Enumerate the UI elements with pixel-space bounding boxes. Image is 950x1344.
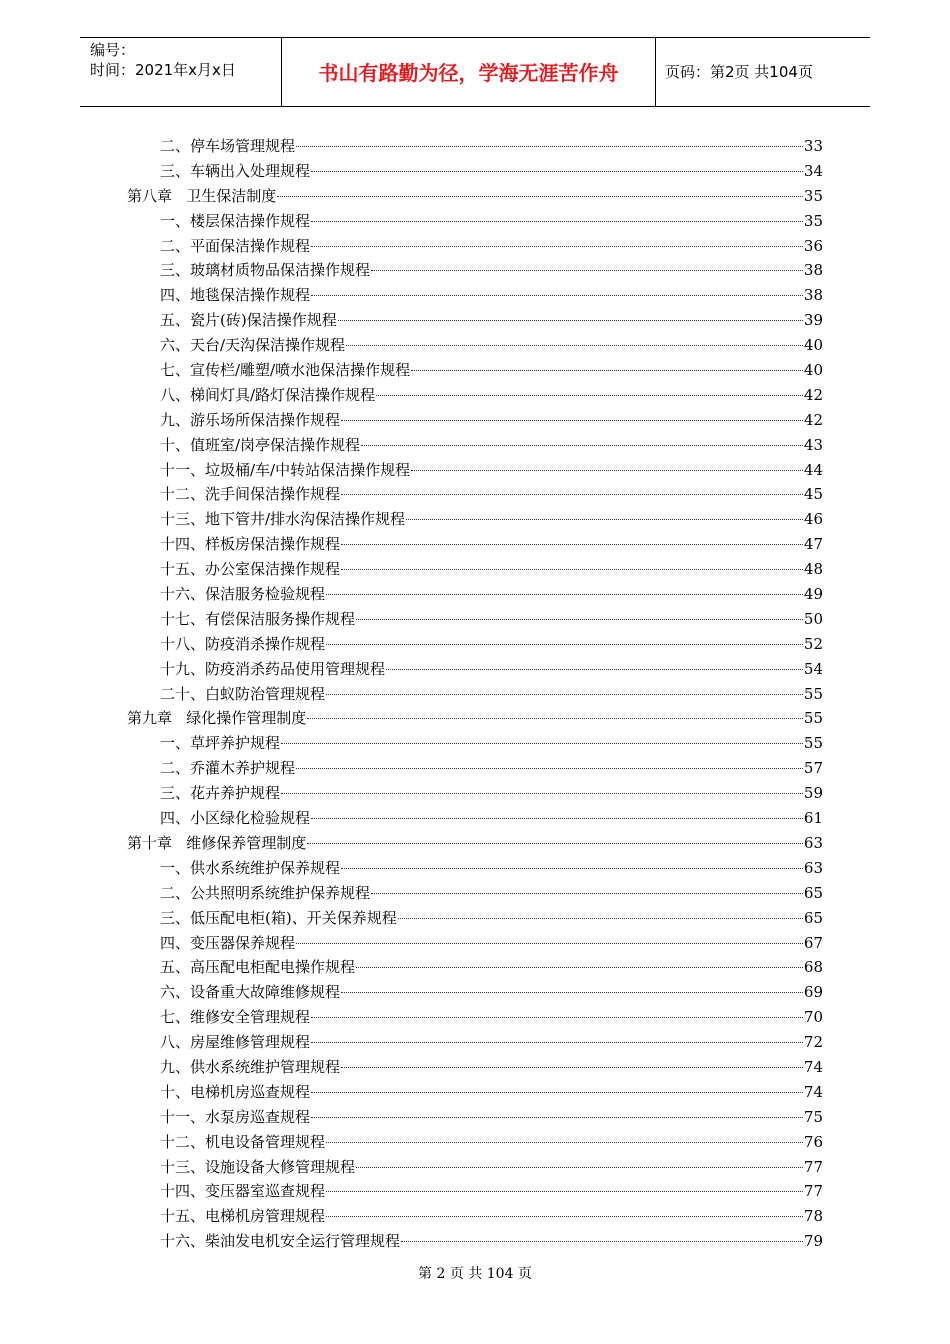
toc-entry-page-number: 38 xyxy=(803,261,823,280)
toc-dot-leader xyxy=(356,967,803,968)
toc-dot-leader xyxy=(311,221,803,222)
toc-section-row[interactable] xyxy=(127,1130,823,1155)
toc-section-row[interactable] xyxy=(127,980,823,1005)
toc-entry-page-number: 76 xyxy=(803,1132,823,1151)
toc-entry-title: 一、楼层保洁操作规程 xyxy=(160,211,311,230)
toc-entry-title: 二、公共照明系统维护保养规程 xyxy=(160,883,371,902)
toc-dot-leader xyxy=(307,843,803,844)
toc-dot-leader xyxy=(307,718,803,719)
header-motto-cell xyxy=(281,38,656,106)
toc-entry-title: 十三、地下管井/排水沟保洁操作规程 xyxy=(160,510,406,529)
toc-entry-title: 八、梯间灯具/路灯保洁操作规程 xyxy=(160,385,376,404)
toc-dot-leader xyxy=(311,818,803,819)
toc-entry-page-number: 63 xyxy=(803,833,823,852)
toc-section-row[interactable] xyxy=(127,781,823,806)
toc-section-row[interactable] xyxy=(127,1005,823,1030)
toc-section-row[interactable] xyxy=(127,234,823,259)
toc-section-row[interactable] xyxy=(127,632,823,657)
toc-entry-page-number: 77 xyxy=(803,1157,823,1176)
toc-entry-title: 十、值班室/岗亭保洁操作规程 xyxy=(160,435,361,454)
toc-entry-page-number: 42 xyxy=(803,410,823,429)
toc-section-row[interactable] xyxy=(127,507,823,532)
toc-entry-title: 二十、白蚁防治管理规程 xyxy=(160,684,326,703)
toc-section-row[interactable] xyxy=(127,582,823,607)
toc-entry-page-number: 44 xyxy=(803,460,823,479)
toc-entry-title: 一、草坪养护规程 xyxy=(160,734,281,753)
toc-entry-title: 十一、垃圾桶/车/中转站保洁操作规程 xyxy=(160,460,411,479)
toc-dot-leader xyxy=(398,918,803,919)
toc-entry-page-number: 77 xyxy=(803,1182,823,1201)
toc-entry-page-number: 43 xyxy=(803,435,823,454)
toc-dot-leader xyxy=(311,295,803,296)
toc-section-row[interactable] xyxy=(127,1105,823,1130)
header-page-code: 页码：第2页 共104页 xyxy=(665,63,813,81)
toc-dot-leader xyxy=(326,1216,803,1217)
toc-section-row[interactable] xyxy=(127,408,823,433)
toc-dot-leader xyxy=(406,519,803,520)
toc-entry-title: 十二、洗手间保洁操作规程 xyxy=(160,485,341,504)
toc-entry-title: 十六、保洁服务检验规程 xyxy=(160,585,326,604)
toc-section-row[interactable] xyxy=(127,383,823,408)
toc-entry-title: 十七、有偿保洁服务操作规程 xyxy=(160,609,356,628)
toc-entry-title: 六、天台/天沟保洁操作规程 xyxy=(160,336,346,355)
toc-dot-leader xyxy=(411,470,803,471)
toc-entry-title: 十四、样板房保洁操作规程 xyxy=(160,535,341,554)
toc-entry-title: 二、乔灌木养护规程 xyxy=(160,759,296,778)
document-number-label: 编号： xyxy=(90,41,136,59)
table-of-contents xyxy=(127,134,823,1254)
toc-entry-page-number: 79 xyxy=(803,1232,823,1251)
toc-entry-page-number: 55 xyxy=(803,734,823,753)
document-time-label: 时间：2021年x月x日 xyxy=(90,61,236,79)
toc-entry-title: 二、平面保洁操作规程 xyxy=(160,236,311,255)
toc-entry-title: 五、瓷片(砖)保洁操作规程 xyxy=(160,311,337,330)
toc-dot-leader xyxy=(296,146,803,147)
toc-entry-title: 十五、办公室保洁操作规程 xyxy=(160,560,341,579)
toc-dot-leader xyxy=(326,594,803,595)
toc-dot-leader xyxy=(371,270,803,271)
toc-section-row[interactable] xyxy=(127,134,823,159)
page-header xyxy=(80,37,870,107)
toc-dot-leader xyxy=(326,694,803,695)
toc-entry-page-number: 47 xyxy=(803,535,823,554)
toc-entry-page-number: 50 xyxy=(803,609,823,628)
toc-entry-title: 三、玻璃材质物品保洁操作规程 xyxy=(160,261,371,280)
toc-chapter-row[interactable] xyxy=(127,184,823,209)
toc-dot-leader xyxy=(277,196,803,197)
toc-entry-page-number: 33 xyxy=(803,137,823,155)
toc-dot-leader xyxy=(386,669,803,670)
toc-entry-title: 十四、变压器室巡查规程 xyxy=(160,1182,326,1201)
toc-section-row[interactable] xyxy=(127,532,823,557)
toc-section-row[interactable] xyxy=(127,258,823,283)
toc-section-row[interactable] xyxy=(127,458,823,483)
toc-dot-leader xyxy=(326,1142,803,1143)
toc-section-row[interactable] xyxy=(127,433,823,458)
toc-entry-title: 十六、柴油发电机安全运行管理规程 xyxy=(160,1232,401,1251)
toc-entry-page-number: 55 xyxy=(803,684,823,703)
toc-section-row[interactable] xyxy=(127,881,823,906)
toc-entry-page-number: 35 xyxy=(803,211,823,230)
toc-entry-title: 四、小区绿化检验规程 xyxy=(160,809,311,828)
toc-section-row[interactable] xyxy=(127,1030,823,1055)
toc-entry-page-number: 38 xyxy=(803,286,823,305)
toc-chapter-row[interactable] xyxy=(127,831,823,856)
toc-entry-page-number: 65 xyxy=(803,883,823,902)
toc-entry-page-number: 57 xyxy=(803,759,823,778)
toc-section-row[interactable] xyxy=(127,1204,823,1229)
toc-dot-leader xyxy=(341,569,803,570)
toc-entry-title: 五、高压配电柜配电操作规程 xyxy=(160,958,356,977)
toc-entry-title: 七、宣传栏/雕塑/喷水池保洁操作规程 xyxy=(160,361,411,380)
toc-section-row[interactable] xyxy=(127,731,823,756)
toc-entry-page-number: 40 xyxy=(803,336,823,355)
toc-section-row[interactable] xyxy=(127,806,823,831)
toc-section-row[interactable] xyxy=(127,856,823,881)
toc-dot-leader xyxy=(371,893,803,894)
toc-entry-title: 三、花卉养护规程 xyxy=(160,784,281,803)
toc-section-row[interactable] xyxy=(127,159,823,184)
toc-entry-page-number: 67 xyxy=(803,933,823,952)
toc-dot-leader xyxy=(341,1067,803,1068)
toc-entry-title: 十、电梯机房巡查规程 xyxy=(160,1082,311,1101)
toc-entry-page-number: 35 xyxy=(803,186,823,205)
toc-entry-title: 十三、设施设备大修管理规程 xyxy=(160,1157,356,1176)
toc-section-row[interactable] xyxy=(127,333,823,358)
toc-section-row[interactable] xyxy=(127,931,823,956)
toc-entry-page-number: 59 xyxy=(803,784,823,803)
toc-section-row[interactable] xyxy=(127,1080,823,1105)
toc-entry-page-number: 45 xyxy=(803,485,823,504)
toc-section-row[interactable] xyxy=(127,308,823,333)
toc-entry-page-number: 75 xyxy=(803,1107,823,1126)
toc-entry-page-number: 54 xyxy=(803,659,823,678)
toc-section-row[interactable] xyxy=(127,906,823,931)
toc-entry-page-number: 40 xyxy=(803,361,823,380)
toc-dot-leader xyxy=(341,992,803,993)
toc-section-row[interactable] xyxy=(127,756,823,781)
header-motto: 书山有路勤为径，学海无涯苦作舟 xyxy=(318,61,619,85)
toc-entry-page-number: 72 xyxy=(803,1033,823,1052)
toc-dot-leader xyxy=(311,1017,803,1018)
toc-entry-title: 二、停车场管理规程 xyxy=(160,137,296,155)
toc-entry-title: 十九、防疫消杀药品使用管理规程 xyxy=(160,659,386,678)
toc-entry-title: 四、变压器保养规程 xyxy=(160,933,296,952)
toc-entry-page-number: 68 xyxy=(803,958,823,977)
toc-dot-leader xyxy=(411,370,803,371)
toc-entry-title: 三、低压配电柜(箱)、开关保养规程 xyxy=(160,908,397,927)
toc-dot-leader xyxy=(401,1241,803,1242)
toc-section-row[interactable] xyxy=(127,955,823,980)
toc-dot-leader xyxy=(341,868,803,869)
toc-section-row[interactable] xyxy=(127,682,823,707)
toc-entry-title: 第九章 绿化操作管理制度 xyxy=(127,709,307,728)
toc-section-row[interactable] xyxy=(127,283,823,308)
toc-section-row[interactable] xyxy=(127,1229,823,1254)
header-page-cell xyxy=(655,38,870,106)
toc-entry-title: 九、供水系统维护管理规程 xyxy=(160,1057,341,1076)
toc-entry-page-number: 48 xyxy=(803,560,823,579)
toc-dot-leader xyxy=(356,619,803,620)
toc-dot-leader xyxy=(341,420,803,421)
toc-entry-title: 九、游乐场所保洁操作规程 xyxy=(160,410,341,429)
toc-section-row[interactable] xyxy=(127,1155,823,1180)
toc-section-row[interactable] xyxy=(127,1179,823,1204)
toc-entry-title: 八、房屋维修管理规程 xyxy=(160,1033,311,1052)
toc-section-row[interactable] xyxy=(127,557,823,582)
toc-entry-title: 第十章 维修保养管理制度 xyxy=(127,833,307,852)
toc-entry-title: 七、维修安全管理规程 xyxy=(160,1008,311,1027)
toc-entry-page-number: 46 xyxy=(803,510,823,529)
toc-chapter-row[interactable] xyxy=(127,706,823,731)
toc-entry-title: 十五、电梯机房管理规程 xyxy=(160,1207,326,1226)
toc-entry-page-number: 61 xyxy=(803,809,823,828)
toc-entry-page-number: 52 xyxy=(803,634,823,653)
toc-entry-title: 第八章 卫生保洁制度 xyxy=(127,186,277,205)
toc-entry-page-number: 42 xyxy=(803,385,823,404)
toc-dot-leader xyxy=(361,445,803,446)
toc-entry-page-number: 70 xyxy=(803,1008,823,1027)
page-footer: 第 2 页 共 104 页 xyxy=(418,1266,532,1282)
toc-section-row[interactable] xyxy=(127,1055,823,1080)
toc-entry-page-number: 39 xyxy=(803,311,823,330)
toc-entry-page-number: 34 xyxy=(803,161,823,180)
toc-dot-leader xyxy=(346,345,803,346)
toc-dot-leader xyxy=(296,768,803,769)
toc-dot-leader xyxy=(326,644,803,645)
toc-dot-leader xyxy=(376,395,803,396)
toc-section-row[interactable] xyxy=(127,358,823,383)
toc-entry-page-number: 69 xyxy=(803,983,823,1002)
toc-dot-leader xyxy=(311,171,803,172)
toc-dot-leader xyxy=(281,743,803,744)
toc-entry-title: 一、供水系统维护保养规程 xyxy=(160,858,341,877)
toc-entry-page-number: 74 xyxy=(803,1057,823,1076)
toc-dot-leader xyxy=(341,494,803,495)
toc-dot-leader xyxy=(326,1191,803,1192)
toc-entry-page-number: 49 xyxy=(803,585,823,604)
toc-dot-leader xyxy=(341,544,803,545)
toc-dot-leader xyxy=(311,1092,803,1093)
toc-dot-leader xyxy=(311,246,803,247)
toc-entry-page-number: 63 xyxy=(803,858,823,877)
toc-entry-page-number: 74 xyxy=(803,1082,823,1101)
header-info-cell xyxy=(80,38,281,106)
toc-entry-title: 十二、机电设备管理规程 xyxy=(160,1132,326,1151)
toc-entry-page-number: 55 xyxy=(803,709,823,728)
toc-dot-leader xyxy=(356,1167,803,1168)
toc-dot-leader xyxy=(311,1042,803,1043)
toc-entry-title: 三、车辆出入处理规程 xyxy=(160,161,311,180)
toc-entry-title: 六、设备重大故障维修规程 xyxy=(160,983,341,1002)
toc-section-row[interactable] xyxy=(127,607,823,632)
toc-section-row[interactable] xyxy=(127,482,823,507)
toc-entry-title: 四、地毯保洁操作规程 xyxy=(160,286,311,305)
toc-entry-title: 十一、水泵房巡查规程 xyxy=(160,1107,311,1126)
toc-dot-leader xyxy=(281,793,803,794)
toc-entry-page-number: 65 xyxy=(803,908,823,927)
toc-dot-leader xyxy=(296,943,803,944)
toc-entry-page-number: 78 xyxy=(803,1207,823,1226)
toc-section-row[interactable] xyxy=(127,209,823,234)
toc-dot-leader xyxy=(311,1117,803,1118)
toc-section-row[interactable] xyxy=(127,657,823,682)
toc-entry-title: 十八、防疫消杀操作规程 xyxy=(160,634,326,653)
toc-dot-leader xyxy=(338,320,803,321)
toc-entry-page-number: 36 xyxy=(803,236,823,255)
